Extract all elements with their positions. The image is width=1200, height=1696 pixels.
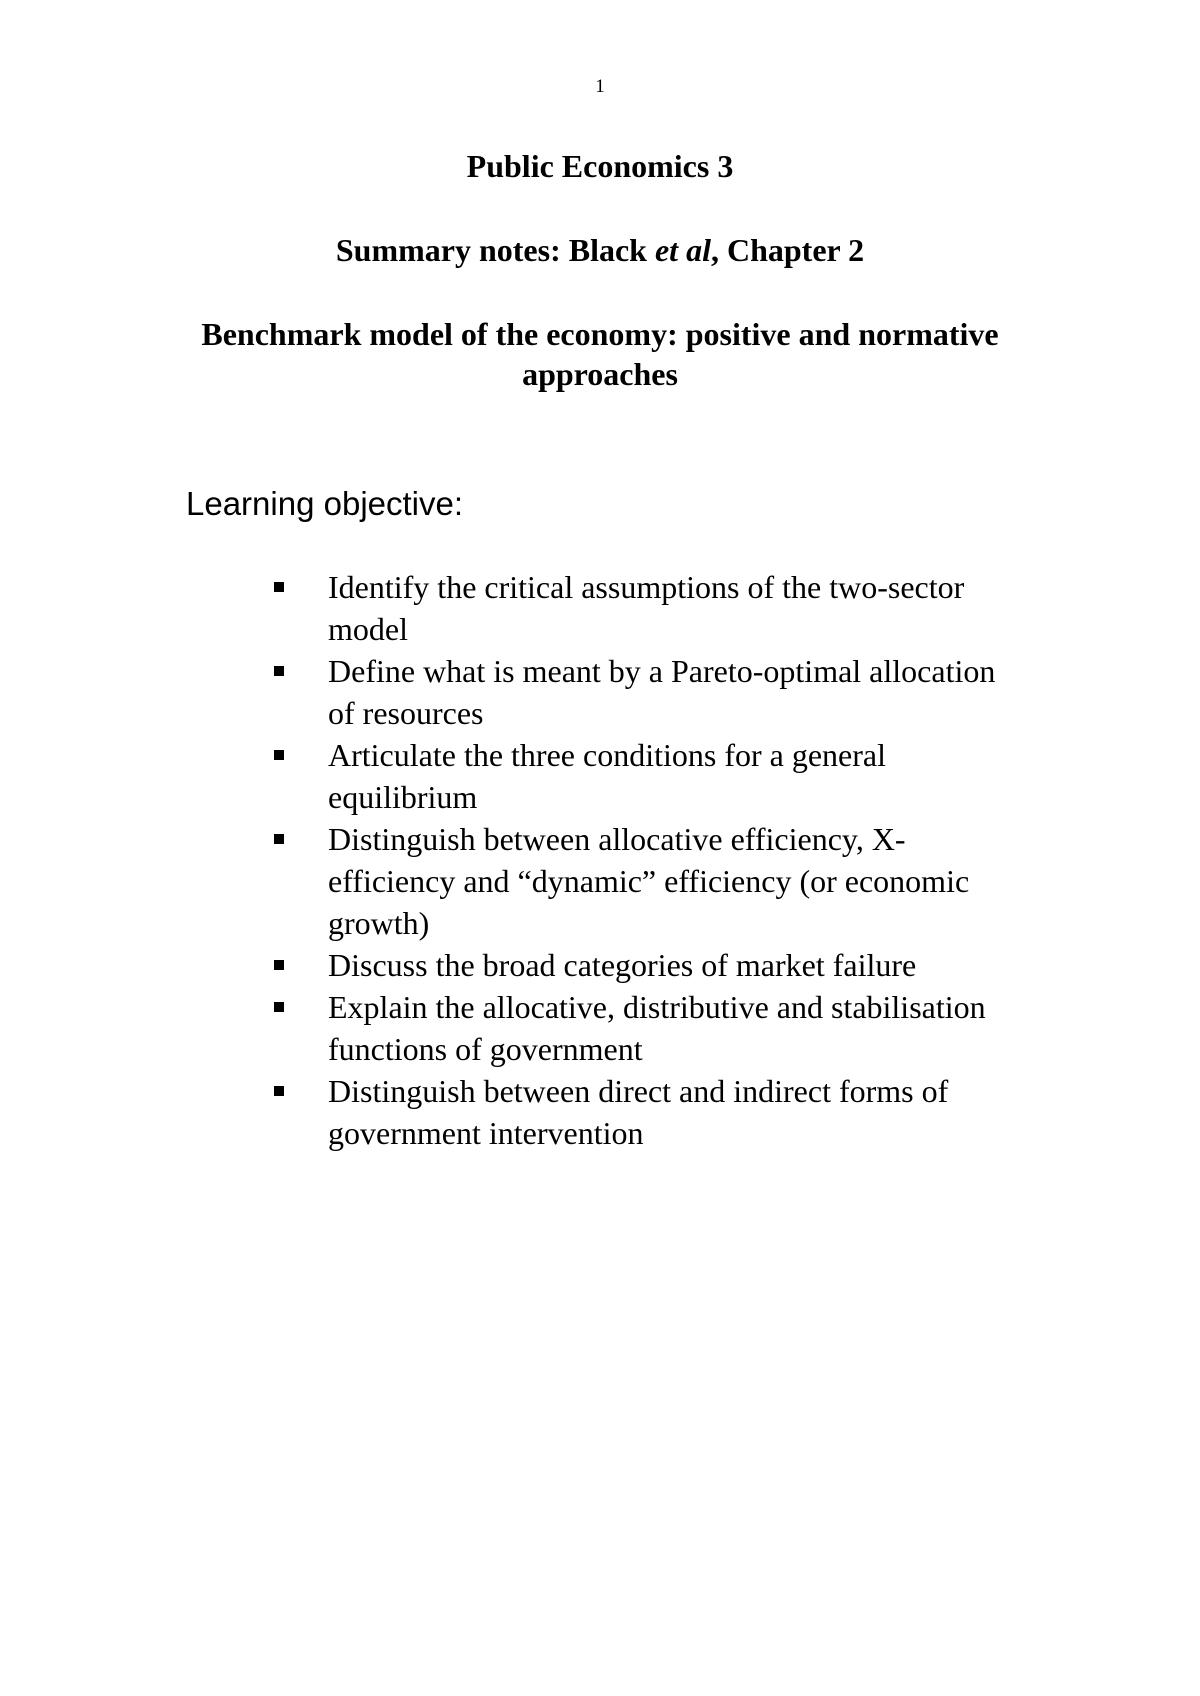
list-item [270, 944, 1010, 986]
list-item [270, 1070, 1010, 1154]
document-subtitle [0, 230, 1200, 270]
subtitle-prefix: Summary notes: Black [335, 232, 655, 268]
learning-objectives-list [270, 566, 1010, 1154]
square-bullet-icon [274, 582, 284, 592]
list-item [270, 566, 1010, 650]
square-bullet-icon [274, 666, 284, 676]
list-item [270, 650, 1010, 734]
list-item [270, 986, 1010, 1070]
square-bullet-icon [274, 960, 284, 970]
list-item [270, 734, 1010, 818]
document-topic: Benchmark model of the economy: positive and normative approaches [201, 316, 999, 392]
page-number: 1 [595, 76, 605, 97]
square-bullet-icon [274, 1002, 284, 1012]
objective-text: Distinguish between allocative efficiency, X-efficiency and “dynamic” efficiency (or economic growth) [328, 821, 970, 941]
square-bullet-icon [274, 750, 284, 760]
list-item [270, 818, 1010, 944]
objective-text: Identify the critical assumptions of the two-sector model [328, 569, 965, 647]
square-bullet-icon [274, 1086, 284, 1096]
document-title: Public Economics 3 [466, 148, 734, 184]
objective-text: Articulate the three conditions for a general equilibrium [328, 737, 886, 815]
subtitle-italic: et al [654, 232, 711, 268]
objective-text: Distinguish between direct and indirect forms of government intervention [328, 1073, 949, 1151]
square-bullet-icon [274, 834, 284, 844]
learning-objective-heading: Learning objective: [186, 485, 464, 522]
objective-text: Define what is meant by a Pareto-optimal allocation of resources [328, 653, 996, 731]
subtitle-suffix: , Chapter 2 [710, 232, 865, 268]
objective-text: Discuss the broad categories of market failure [328, 947, 917, 983]
objective-text: Explain the allocative, distributive and stabilisation functions of government [328, 989, 986, 1067]
